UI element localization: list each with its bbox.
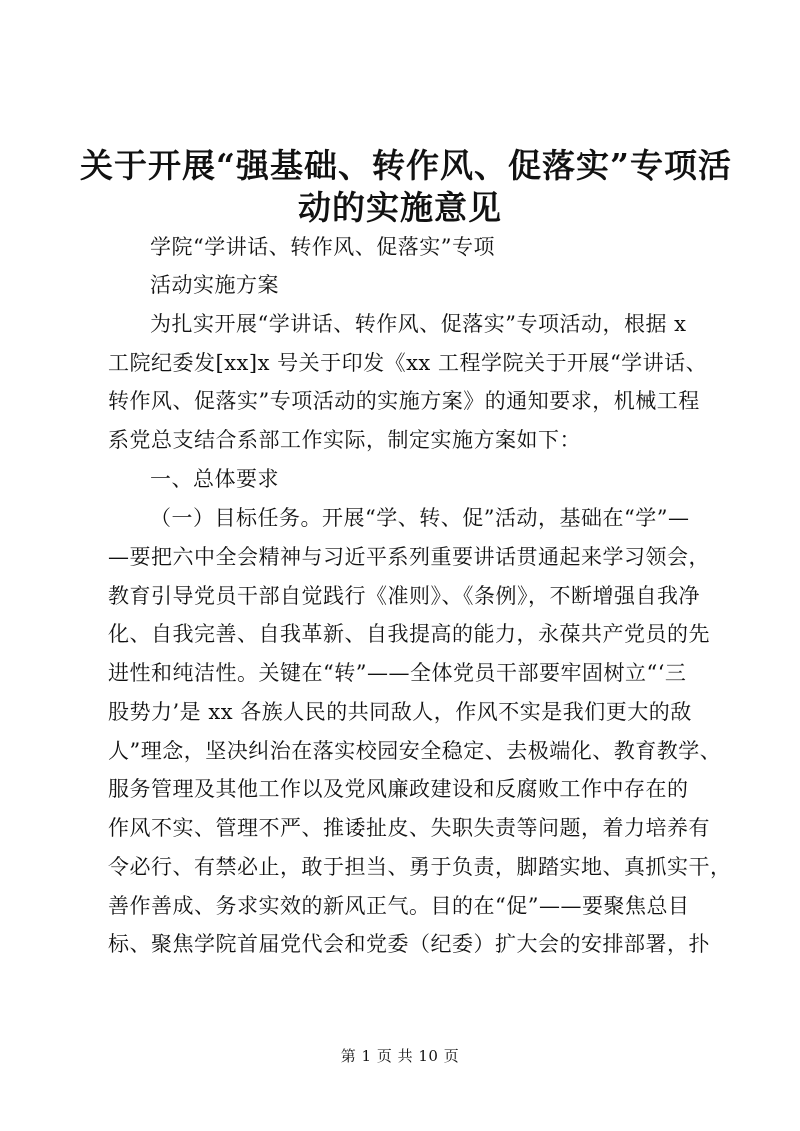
- paragraph-line: 令必行、有禁必止，敢于担当、勇于负责，脚踏实地、真抓实干，: [108, 855, 732, 879]
- paragraph-line: —要把六中全会精神与习近平系列重要讲话贯通起来学习领会，: [108, 545, 710, 569]
- section-heading: 一、总体要求: [150, 467, 279, 491]
- paragraph-line: 教育引导党员干部自觉践行《准则》、《条例》，不断增强自我净: [108, 584, 700, 608]
- paragraph-line: 善作善成、务求实效的新风正气。目的在“促”——要聚焦总目: [108, 894, 690, 918]
- paragraph-line: 人”理念，坚决纠治在落实校园安全稳定、去极端化、教育教学、: [108, 739, 722, 763]
- paragraph-line: （一）目标任务。开展“学、转、促”活动，基础在“学”—: [150, 506, 690, 530]
- document-title-line-2: 动的实施意见: [298, 188, 502, 227]
- paragraph-line: 标、聚焦学院首届党代会和党委（纪委）扩大会的安排部署，扑: [108, 932, 710, 956]
- paragraph-line: 工院纪委发[xx]x 号关于印发《xx 工程学院关于开展“学讲话、: [108, 351, 708, 375]
- page-number-footer: 第 1 页 共 10 页: [340, 1047, 460, 1065]
- document-title-line-1: 关于开展“强基础、转作风、促落实”专项活: [80, 146, 732, 185]
- paragraph-line: 为扎实开展“学讲话、转作风、促落实”专项活动，根据 x: [150, 312, 687, 336]
- paragraph-line: 学院“学讲话、转作风、促落实”专项: [150, 235, 495, 259]
- paragraph-line: 活动实施方案: [150, 273, 279, 297]
- paragraph-line: 化、自我完善、自我革新、自我提高的能力，永葆共产党员的先: [108, 622, 710, 646]
- paragraph-line: 转作风、促落实”专项活动的实施方案》的通知要求，机械工程: [108, 389, 700, 413]
- paragraph-line: 进性和纯洁性。关键在“转”——全体党员干部要牢固树立“‘三: [108, 661, 687, 685]
- paragraph-line: 服务管理及其他工作以及党风廉政建设和反腐败工作中存在的: [108, 777, 689, 801]
- paragraph-line: 作风不实、管理不严、推诿扯皮、失职失责等问题，着力培养有: [108, 816, 710, 840]
- paragraph-line: 股势力’是 xx 各族人民的共同敌人，作风不实是我们更大的敌: [108, 700, 692, 724]
- paragraph-line: 系党总支结合系部工作实际，制定实施方案如下：: [108, 428, 581, 452]
